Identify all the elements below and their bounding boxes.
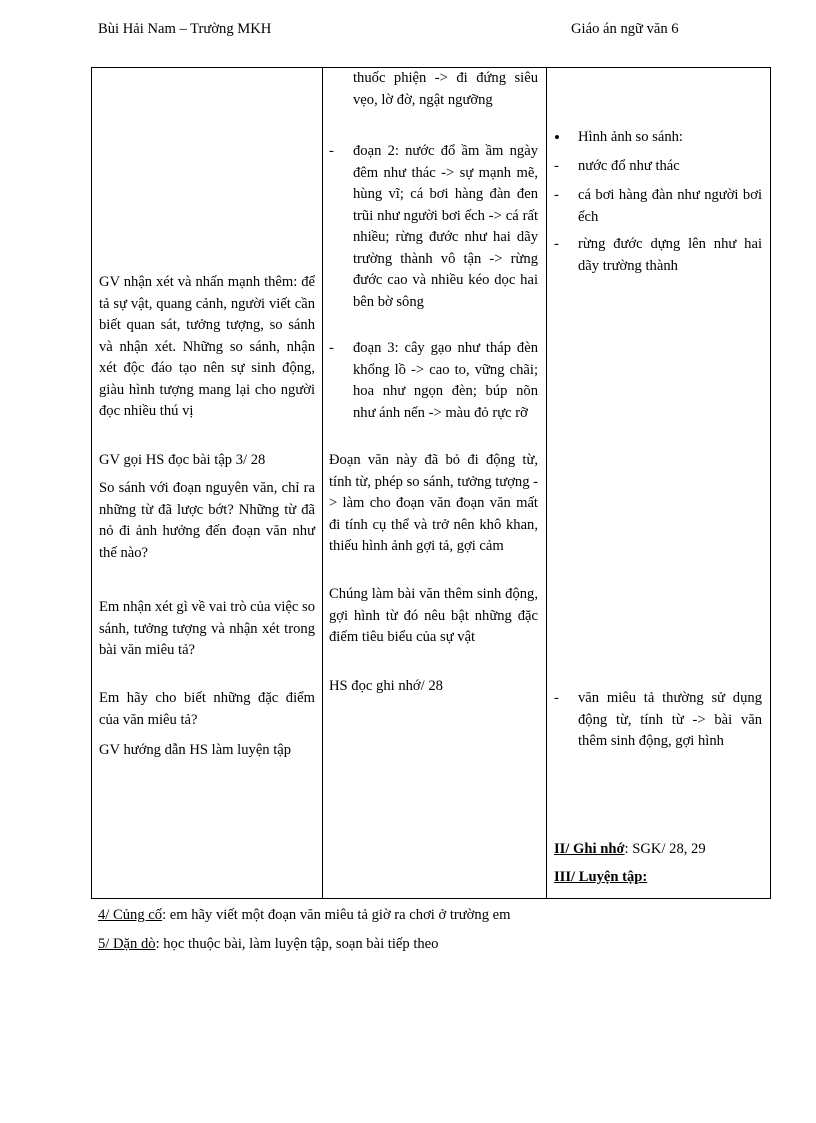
- question-compare: So sánh với đoạn nguyên văn, chỉ ra những từ đã lược bớt? Những từ đã nỏ đi ảnh hưởng đến đoạn văn như thế nào?: [99, 480, 315, 561]
- note-heading: II/ Ghi nhớ: [554, 841, 625, 857]
- student-activity-cell: [323, 68, 547, 899]
- header-title: Giáo án ngữ văn 6: [571, 21, 679, 37]
- note-reference: : SGK/ 28, 29: [624, 841, 706, 857]
- question-role: Em nhận xét gì về vai trò của việc so sánh, tưởng tượng và nhận xét trong bài văn miêu tả?: [99, 599, 315, 658]
- homework-text: : học thuộc bài, làm luyện tập, soạn bài tiếp theo: [155, 936, 439, 952]
- footer-homework: [98, 936, 438, 953]
- lesson-table: [91, 67, 771, 899]
- comparison-images-heading: • Hình ảnh so sánh:: [554, 127, 762, 149]
- answer-compare: Đoạn văn này đã bỏ đi động từ, tính từ, phép so sánh, tưởng tượng -> làm cho đoạn văn đoạn văn mất đi tính cụ thể và trở nên khô khan, thiếu hình ảnh gợi tả, gợi cảm: [329, 452, 539, 554]
- practice-heading-label: III/ Luyện tập:: [554, 869, 648, 885]
- comparison-item: - rừng đước dựng lên như hai dãy trường thành: [554, 234, 762, 277]
- question-features: Em hãy cho biết những đặc điểm của văn miêu tả?: [99, 690, 315, 728]
- homework-label: 5/ Dặn dò: [98, 936, 156, 952]
- teacher-assign-exercise: GV gọi HS đọc bài tập 3/ 28: [99, 452, 266, 468]
- content-cell: [547, 68, 771, 899]
- answer-role: Chúng làm bài văn thêm sinh động, gợi hình từ đó nêu bật những đặc điểm tiêu biểu của sự vật: [329, 586, 538, 645]
- practice-heading: [554, 867, 762, 889]
- descriptive-features: - văn miêu tả thường sử dụng động từ, tính từ -> bài văn thêm sinh động, gợi hình: [554, 688, 762, 753]
- passage-2-analysis: - đoạn 2: nước đổ ầm ầm ngày đêm như thác -> sự mạnh mẽ, hùng vĩ; cá bơi hàng đàn đen trũi như người bơi ếch -> cá rất nhiều; rừng đước như hai dãy trường thành vô tận -> rừng đước cao và nhiều kéo dọc hai bên bờ sông: [329, 141, 538, 313]
- passage-3-analysis: - đoạn 3: cây gạo như tháp đèn khổng lồ -> cao to, vững chãi; hoa như ngọn đèn; búp nõn như ánh nến -> màu đỏ rực rỡ: [329, 338, 538, 424]
- student-read-note: HS đọc ghi nhớ/ 28: [329, 678, 443, 694]
- passage-1-tail: thuốc phiện -> đi đứng siêu vẹo, lờ đờ, ngật ngưỡng: [353, 70, 538, 108]
- consolidation-text: : em hãy viết một đoạn văn miêu tả giờ ra chơi ở trường em: [162, 907, 511, 923]
- comparison-item: - cá bơi hàng đàn như người bơi ếch: [554, 185, 762, 228]
- teacher-guide-practice: GV hướng dẫn HS làm luyện tập: [99, 742, 292, 758]
- footer-consolidation: [98, 907, 510, 924]
- comparison-item: - nước đổ như thác: [554, 156, 762, 178]
- note-section: [554, 839, 762, 861]
- header-author: Bùi Hải Nam – Trường MKH: [98, 21, 272, 37]
- teacher-activity-cell: [92, 68, 323, 899]
- consolidation-label: 4/ Củng cố: [98, 907, 163, 923]
- teacher-comment: GV nhận xét và nhấn mạnh thêm: để tả sự vật, quang cảnh, người viết cần biết quan sát, tưởng tượng, so sánh và nhận xét. Những so sánh, nhận xét độc đáo tạo nên sự sinh động, giàu hình tượng mang lại cho người đọc nhiều thú vị: [99, 274, 315, 419]
